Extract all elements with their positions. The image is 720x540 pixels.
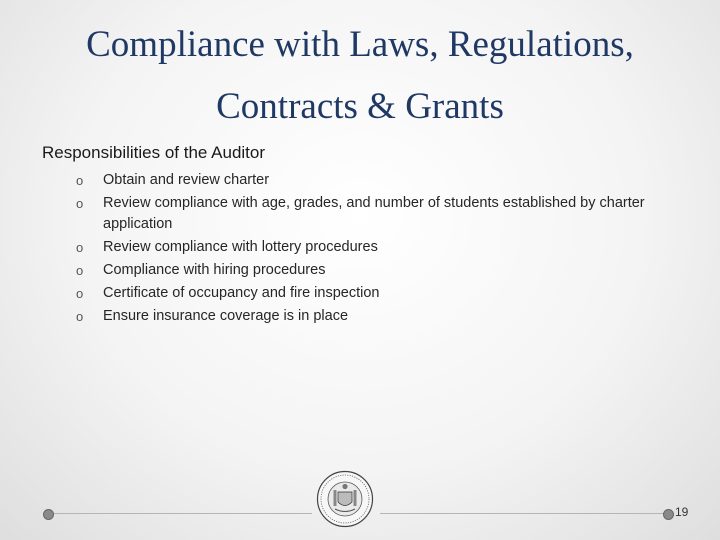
footer-dot-right — [663, 509, 674, 520]
bullet-item — [76, 237, 676, 258]
state-seal-icon — [316, 470, 374, 528]
bullet-marker: o — [76, 240, 84, 255]
footer-rule-left — [48, 513, 312, 514]
bullet-marker: o — [76, 286, 84, 301]
bullet-item — [76, 260, 676, 281]
page-number: 19 — [675, 505, 689, 519]
footer-dot-left — [43, 509, 54, 520]
bullet-item — [76, 193, 676, 235]
bullet-item — [76, 283, 676, 304]
bullet-marker: o — [76, 263, 84, 278]
footer-rule-right — [380, 513, 668, 514]
bullet-text: Certificate of occupancy and fire inspection — [103, 285, 380, 301]
slide-title-line-2: Contracts & Grants — [216, 86, 504, 127]
bullet-item — [76, 170, 676, 191]
bullet-text: Obtain and review charter — [103, 172, 270, 188]
bullet-text: Ensure insurance coverage is in place — [103, 308, 349, 324]
bullet-item — [76, 306, 676, 327]
bullet-marker: o — [76, 309, 84, 324]
slide-title — [20, 14, 700, 138]
slide-title-line-1: Compliance with Laws, Regulations, — [86, 24, 634, 65]
bullet-text: Review compliance with age, grades, and number of students established by charter application — [103, 195, 645, 232]
bullet-text: Review compliance with lottery procedures — [103, 239, 378, 255]
section-heading: Responsibilities of the Auditor — [42, 143, 266, 162]
bullet-text: Compliance with hiring procedures — [103, 262, 326, 278]
bullet-marker: o — [76, 196, 84, 211]
bullet-list — [76, 170, 676, 329]
bullet-marker: o — [76, 173, 84, 188]
